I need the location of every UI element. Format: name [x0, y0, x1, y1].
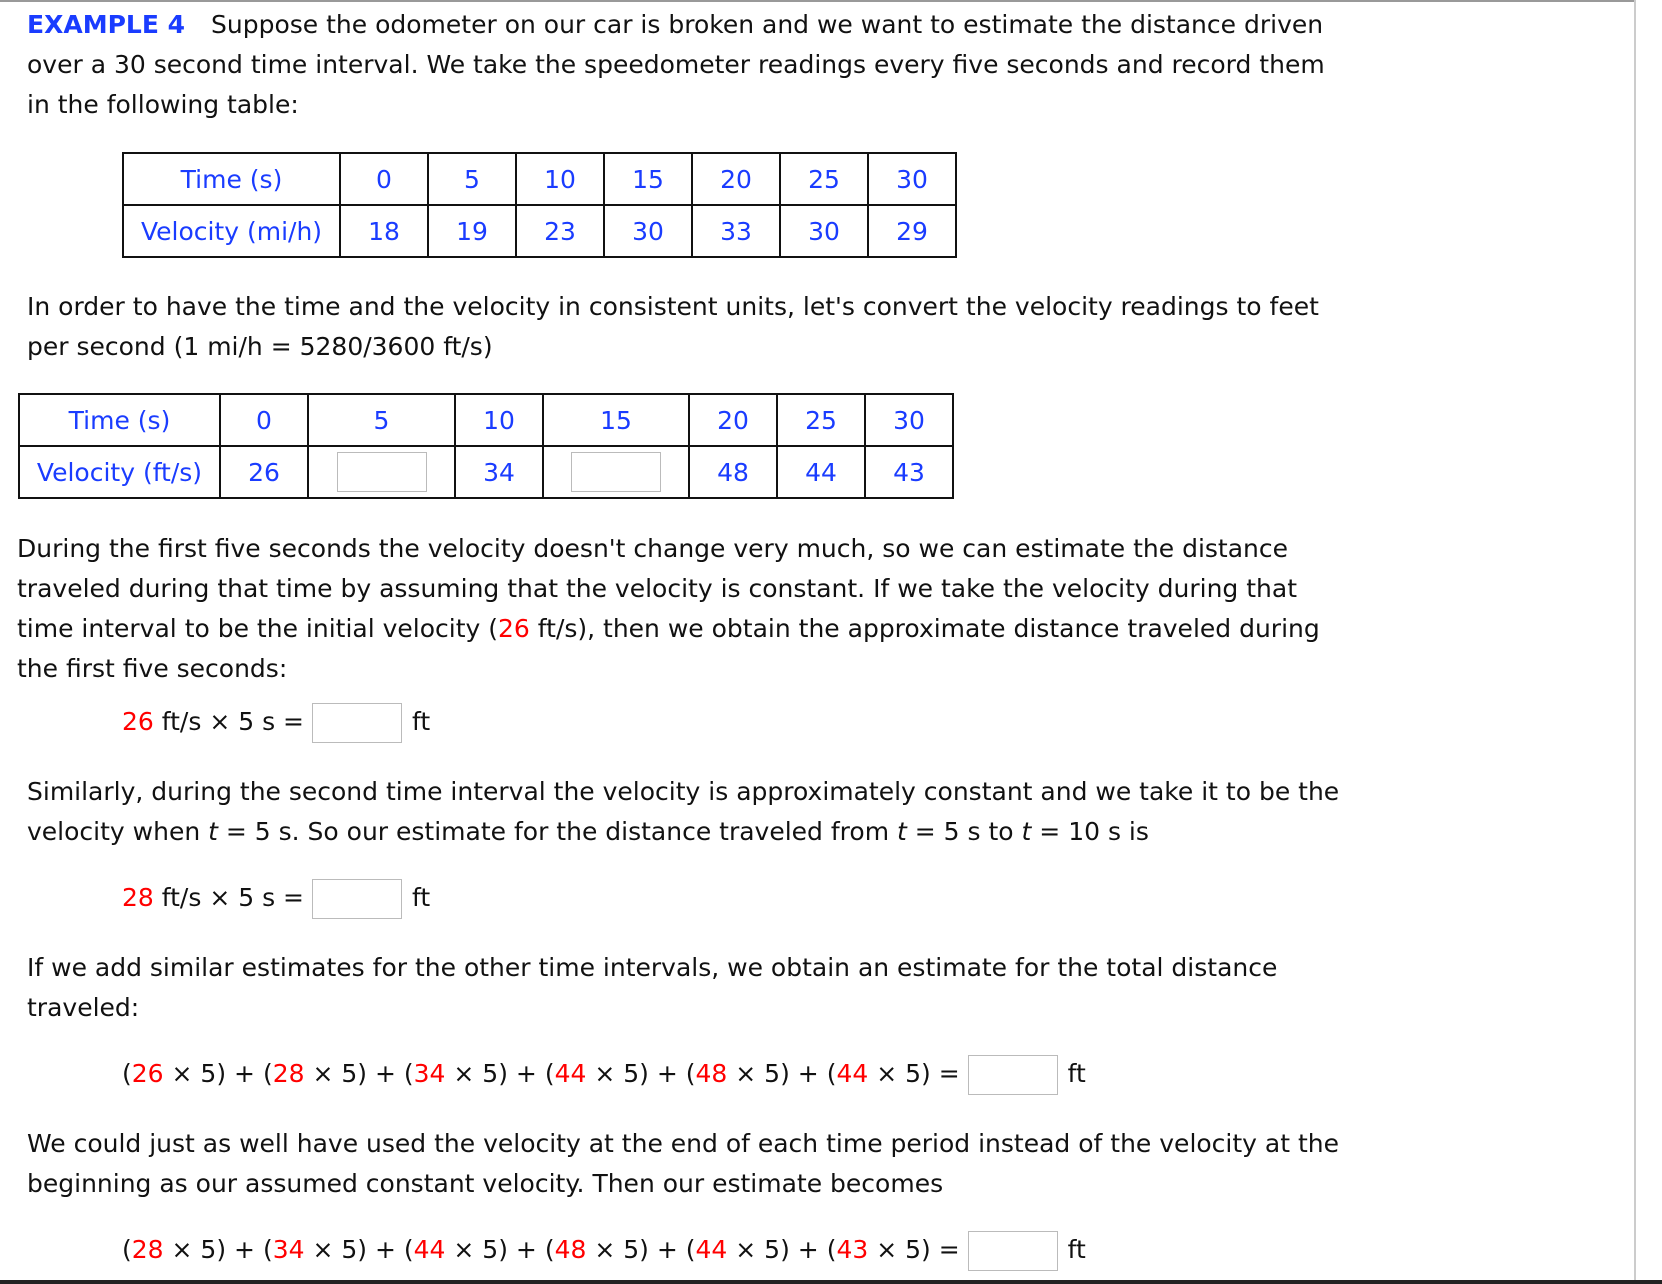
table-row [19, 446, 953, 498]
cell: 20 [689, 394, 777, 446]
paren: ( [122, 1059, 132, 1088]
unit: ft [1067, 1235, 1086, 1264]
paren: ( [262, 1235, 273, 1264]
highlight-value: 26 [498, 614, 530, 643]
cell: 19 [428, 205, 516, 257]
paren: ( [685, 1059, 696, 1088]
times-five: × 5) [163, 1059, 235, 1088]
equation-text: ft/s × 5 s = [153, 883, 304, 912]
cell: 48 [689, 446, 777, 498]
cell: 25 [780, 153, 868, 205]
plus-sign: + [374, 1235, 404, 1264]
unit: ft [1067, 1059, 1086, 1088]
velocity-value: 44 [413, 1235, 446, 1264]
equation-1 [122, 702, 430, 743]
cell: 30 [865, 394, 953, 446]
text: ft/s), then we obtain the approximate distance traveled during the first five seconds: [17, 614, 1320, 683]
times-five: × 5) [727, 1235, 798, 1264]
velocity-value: 28 [131, 1235, 164, 1264]
cell: 10 [516, 153, 604, 205]
plus-sign: + [797, 1059, 827, 1088]
row-label: Time (s) [123, 153, 340, 205]
var: t [208, 817, 218, 846]
velocity-value: 44 [554, 1059, 587, 1088]
answer-input-4[interactable] [968, 1231, 1058, 1271]
cell: 5 [308, 394, 455, 446]
times-five: × 5) [868, 1059, 939, 1088]
plus-sign: + [515, 1235, 545, 1264]
row-label: Velocity (ft/s) [19, 446, 220, 498]
paren: ( [403, 1059, 414, 1088]
unit: ft [411, 883, 431, 912]
times-five: × 5) [586, 1235, 657, 1264]
top-border [0, 0, 1634, 2]
intro-paragraph [27, 5, 1347, 125]
cell [308, 446, 455, 498]
times-five: × 5) [445, 1235, 516, 1264]
unit: ft [411, 707, 431, 736]
cell: 34 [455, 446, 543, 498]
text: Similarly, during the second time interval the velocity is approximately constant and we take it to be the velocity when [27, 777, 1340, 846]
cell: 5 [428, 153, 516, 205]
cell: 18 [340, 205, 428, 257]
answer-input-2[interactable] [312, 879, 402, 919]
times-five: × 5) [304, 1059, 375, 1088]
text: = 10 s is [1031, 817, 1149, 846]
table-row [19, 394, 953, 446]
var: t [897, 817, 907, 846]
paren: ( [826, 1235, 837, 1264]
paren: ( [544, 1235, 555, 1264]
cell: 15 [543, 394, 689, 446]
row-label: Velocity (mi/h) [123, 205, 340, 257]
right-border [1634, 0, 1636, 1280]
velocity-mph-table [122, 152, 957, 258]
times-five: × 5) [163, 1235, 235, 1264]
cell: 43 [865, 446, 953, 498]
equals-sign: = [938, 1059, 960, 1088]
equation-text: ft/s × 5 s = [153, 707, 304, 736]
velocity-value: 44 [695, 1235, 728, 1264]
equation-left-sum [122, 1054, 1086, 1095]
velocity-value: 34 [272, 1235, 305, 1264]
velocity-value: 48 [554, 1235, 587, 1264]
table-row [123, 205, 956, 257]
velocity-value: 26 [131, 1059, 164, 1088]
cell: 15 [604, 153, 692, 205]
times-five: × 5) [586, 1059, 657, 1088]
paren: ( [685, 1235, 696, 1264]
paren: ( [403, 1235, 414, 1264]
cell: 33 [692, 205, 780, 257]
bottom-bar [0, 1280, 1662, 1284]
example-label: EXAMPLE 4 [27, 10, 186, 39]
cell: 30 [780, 205, 868, 257]
times-five: × 5) [727, 1059, 798, 1088]
plus-sign: + [234, 1059, 263, 1088]
cell: 20 [692, 153, 780, 205]
paren: ( [544, 1059, 555, 1088]
text: = 5 s. So our estimate for the distance traveled from [217, 817, 898, 846]
plus-sign: + [374, 1059, 404, 1088]
velocity-value: 26 [122, 707, 154, 736]
velocity-value: 28 [272, 1059, 305, 1088]
conversion-paragraph: In order to have the time and the velocity in consistent units, let's convert the velocity readings to feet per second (1 mi/h = 5280/3600 ft/s) [27, 292, 1319, 361]
text: = 5 s to [906, 817, 1022, 846]
equation-2 [122, 878, 430, 919]
second-interval-paragraph [27, 772, 1367, 852]
cell: 29 [868, 205, 956, 257]
velocity-15s-input[interactable] [571, 452, 661, 492]
velocity-value: 48 [695, 1059, 728, 1088]
cell: 44 [777, 446, 865, 498]
text: During the first five seconds the velocity doesn't change very much, so we can estimate the distance traveled during that time by assuming that the velocity is constant. If we take the velocity during that time interval to be the initial velocity ( [17, 534, 1298, 643]
answer-input-3[interactable] [968, 1055, 1058, 1095]
equation-right-sum [122, 1230, 1086, 1271]
velocity-value: 34 [413, 1059, 446, 1088]
plus-sign: + [797, 1235, 827, 1264]
plus-sign: + [656, 1059, 686, 1088]
plus-sign: + [515, 1059, 545, 1088]
cell: 30 [868, 153, 956, 205]
cell: 25 [777, 394, 865, 446]
paren: ( [122, 1235, 132, 1264]
velocity-5s-input[interactable] [337, 452, 427, 492]
row-label: Time (s) [19, 394, 220, 446]
total-paragraph: If we add similar estimates for the other time intervals, we obtain an estimate for the total distance traveled: [27, 953, 1278, 1022]
times-five: × 5) [868, 1235, 939, 1264]
paren: ( [262, 1059, 273, 1088]
cell [543, 446, 689, 498]
equals-sign: = [938, 1235, 960, 1264]
velocity-value: 43 [836, 1235, 869, 1264]
var: t [1021, 817, 1032, 846]
cell: 23 [516, 205, 604, 257]
right-endpoint-paragraph: We could just as well have used the velocity at the end of each time period instead of the velocity at the beginning as our assumed constant velocity. Then our estimate becomes [27, 1129, 1340, 1198]
table-row [123, 153, 956, 205]
intro-text: Suppose the odometer on our car is broken and we want to estimate the distance driven over a 30 second time interval. We take the speedometer readings every five seconds and record them in the following table: [27, 10, 1325, 119]
first-interval-paragraph [17, 529, 1357, 689]
paren: ( [826, 1059, 837, 1088]
velocity-fts-table [18, 393, 954, 499]
cell: 30 [604, 205, 692, 257]
times-five: × 5) [304, 1235, 375, 1264]
cell: 10 [455, 394, 543, 446]
plus-sign: + [656, 1235, 686, 1264]
velocity-value: 28 [122, 883, 154, 912]
plus-sign: + [234, 1235, 263, 1264]
answer-input-1[interactable] [312, 703, 402, 743]
times-five: × 5) [445, 1059, 516, 1088]
cell: 0 [340, 153, 428, 205]
velocity-value: 44 [836, 1059, 869, 1088]
cell: 0 [220, 394, 308, 446]
cell: 26 [220, 446, 308, 498]
